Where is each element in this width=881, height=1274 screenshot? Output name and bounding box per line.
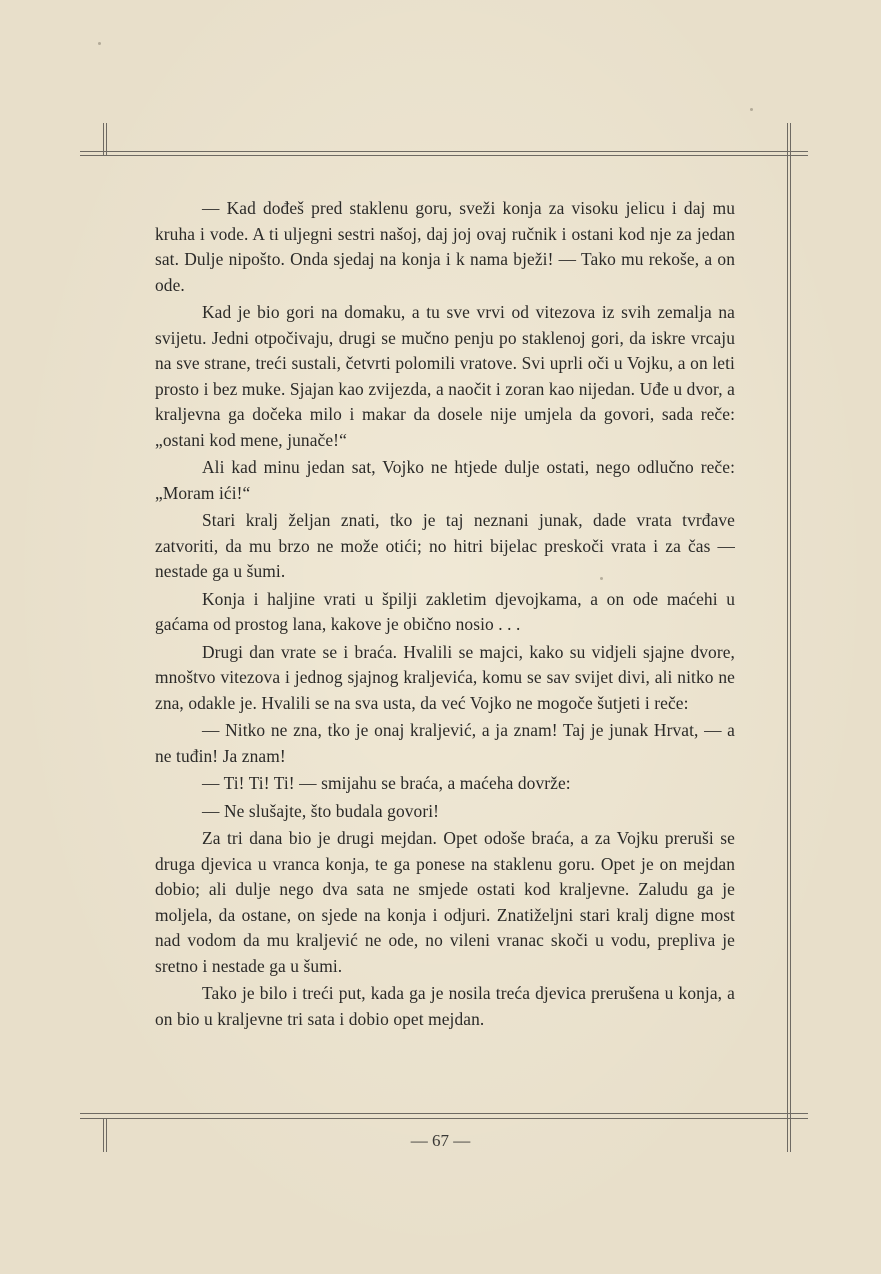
paragraph: Stari kralj željan znati, tko je taj neznani junak, dade vrata tvrđave zatvoriti, da mu brzo ne može otići; no hitri bijelac preskoči vrata i za čas — nestade ga u šumi. xyxy=(155,510,735,581)
top-rule-upper xyxy=(80,151,808,152)
top-rule-lower xyxy=(80,155,808,156)
paragraph: Kad je bio gori na domaku, a tu sve vrvi od vitezova iz svih zemalja na svijetu. Jedni otpočivaju, drugi se mučno penju po staklenoj gori, da iskre vrcaju na sve strane, treći sustali, četvrti polomili vratove. Svi uprli oči u Vojku, a on leti prosto i bez muke. Sjajan kao zvijezda, a naočit i zoran kao nijedan. Uđe u dvor, a kraljevna ga dočeka milo i makar da dosele nije umjela da govori, sada reče: „ostani kod mene, junače!“ xyxy=(155,302,735,450)
paragraph: Tako je bilo i treći put, kada ga je nosila treća djevica prerušena u konja, a on bio u kraljevne tri sata i dobio opet mejdan. xyxy=(155,983,735,1029)
paragraph: Ali kad minu jedan sat, Vojko ne htjede dulje ostati, nego odlučno reče: „Moram ići!“ xyxy=(155,457,735,503)
paragraph: — Ne slušajte, što budala govori! xyxy=(202,800,440,821)
left-rule-top xyxy=(103,123,104,155)
bottom-rule-upper xyxy=(80,1113,808,1114)
paper-speck xyxy=(98,42,101,45)
paper-speck xyxy=(600,577,603,580)
story-text xyxy=(155,196,735,1034)
bottom-rule-lower xyxy=(80,1118,808,1119)
paragraph: Drugi dan vrate se i braća. Hvalili se majci, kako su vidjeli sjajne dvore, mnoštvo vitezova i jednog sjajnog kraljevića, komu se sav svijet divi, ali nitko ne zna, odakle je. Hvalili se na sva usta, da već Vojko ne mogoče šutjeti i reče: xyxy=(155,641,735,713)
paragraph: — Nitko ne zna, tko je onaj kraljević, a ja znam! Taj je junak Hrvat, — a ne tuđin! Ja znam! xyxy=(155,720,735,766)
paragraph: Za tri dana bio je drugi mejdan. Opet odoše braća, a za Vojku preruši se druga djevica u vranca konja, te ga ponese na staklenu goru. Opet je on mejdan dobio; ali dulje nego dva sata ne smjede ostati kod kraljevne. Zaludu ga je moljela, da ostane, on sjede na konja i odjuri. Znatiželjni stari kralj digne most nad vodom da mu kraljević ne ode, no vileni vranac skoči u vodu, prepliva je sretno i nestade ga u šumi. xyxy=(155,828,735,976)
right-rule-outer xyxy=(787,123,788,1152)
page-number: — 67 — xyxy=(410,1131,471,1150)
paragraph: Konja i haljine vrati u špilji zakletim djevojkama, a on ode maćehi u gaćama od prostog lana, kakove je obično nosio . . . xyxy=(155,588,735,634)
left-rule-top-inner xyxy=(106,123,107,155)
right-rule-inner xyxy=(790,123,791,1152)
paper-speck xyxy=(750,108,753,111)
paragraph: — Ti! Ti! Ti! — smijahu se braća, a maćeha dovrže: xyxy=(202,773,571,793)
paragraph: — Kad dođeš pred staklenu goru, sveži konja za visoku jelicu i daj mu kruha i vode. A ti uljegni sestri našoj, daj joj ovaj ručnik i ostani kod nje za jedan sat. Dulje nipošto. Onda sjedaj na konja i k nama bježi! — Tako mu rekoše, a on ode. xyxy=(155,198,735,295)
